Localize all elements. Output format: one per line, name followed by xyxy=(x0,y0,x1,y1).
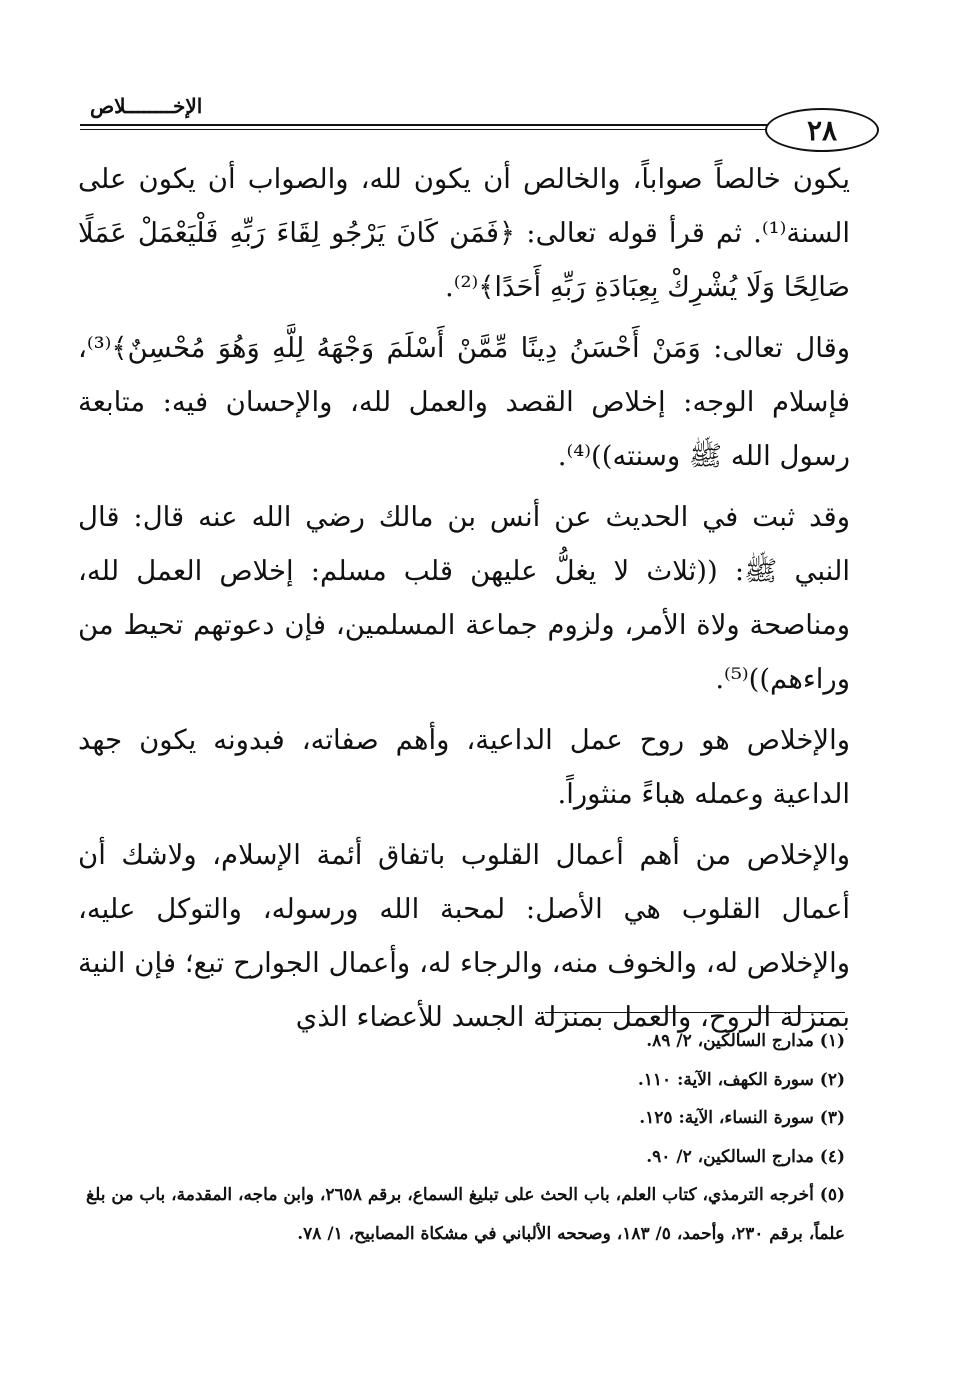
running-title: الإخــــــــلاص xyxy=(90,94,203,118)
footnotes xyxy=(70,1022,845,1253)
page-number-badge xyxy=(765,108,879,152)
paragraph: والإخلاص من أهم أعمال القلوب باتفاق أئمة الإسلام، ولاشك أن أعمال القلوب هي الأصل: لمحبة الله ورسوله، والتوكل عليه، والإخلاص له، والخوف منه، والرجاء له، وأعمال الجوارح تبع؛ فإن النية بمنزلة الروح، والعمل بمنزلة الجسد للأعضاء الذي xyxy=(78,839,850,1033)
footnote: (٥) أخرجه الترمذي، كتاب العلم، باب الحث على تبليغ السماع، برقم ٢٦٥٨، وابن ماجه، المقدمة، باب من بلغ علماً، برقم ٢٣٠، وأحمد، ٥/ ١٨٣، وصححه الألباني في مشكاة المصابيح، ١/ ٧٨. xyxy=(86,1185,845,1244)
paragraph: يكون خالصاً صواباً، والخالص أن يكون لله، والصواب أن يكون على السنة⁽¹⁾. ثم قرأ قوله تعالى: ﴿فَمَن كَانَ يَرْجُو لِقَاءَ رَبِّهِ فَلْيَعْمَلْ عَمَلًا صَالِحًا وَلَا يُشْرِكْ بِعِبَادَةِ رَبِّهِ أَحَدًا﴾⁽²⁾. xyxy=(78,163,850,303)
footnote: (٢) سورة الكهف، الآية: ١١٠. xyxy=(637,1069,845,1090)
page-number: ٢٨ xyxy=(806,113,838,147)
paragraph: وقد ثبت في الحديث عن أنس بن مالك رضي الله عنه قال: قال النبي ﷺ: ((ثلاث لا يغلُّ عليهن قلب مسلم: إخلاص العمل لله، ومناصحة ولاة الأمر، ولزوم جماعة المسلمين، فإن دعوتهم تحيط من وراءهم))⁽⁵⁾. xyxy=(78,501,850,695)
footnote-separator xyxy=(545,1012,845,1013)
footnote: (٤) مدارج السالكين، ٢/ ٩٠. xyxy=(646,1146,845,1167)
paragraph: وقال تعالى: وَمَنْ أَحْسَنُ دِينًا مِّمَّنْ أَسْلَمَ وَجْهَهُ لِلَّهِ وَهُوَ مُحْسِنٌ﴾⁽³⁾، فإسلام الوجه: إخلاص القصد والعمل لله، والإحسان فيه: متابعة رسول الله ﷺ وسنته))⁽⁴⁾. xyxy=(78,332,850,472)
footnote: (٣) سورة النساء، الآية: ١٢٥. xyxy=(639,1108,845,1128)
footnote: (١) مدارج السالكين، ٢/ ٨٩. xyxy=(646,1031,845,1051)
main-text xyxy=(78,152,850,1051)
page-header xyxy=(80,92,870,152)
paragraph: والإخلاص هو روح عمل الداعية، وأهم صفاته، فبدونه يكون جهد الداعية وعمله هباءً منثوراً. xyxy=(78,724,850,810)
header-rule xyxy=(80,124,770,130)
